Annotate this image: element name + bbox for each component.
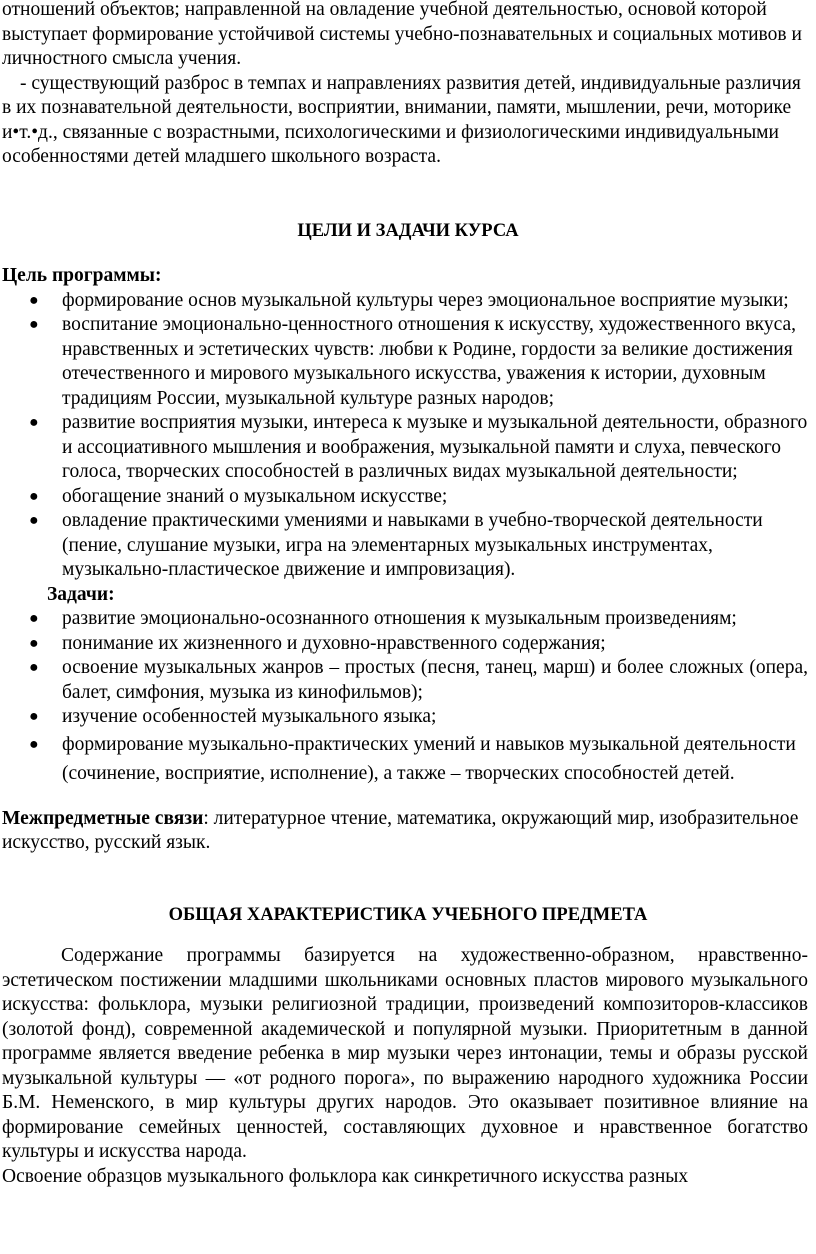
bullet-icon: ●: [29, 487, 39, 505]
interdisciplinary-label: Межпредметные связи: [2, 807, 204, 829]
bullet-icon: ●: [29, 735, 39, 753]
interdisciplinary-text: : литературное чтение, математика, окружающий мир, изобразительное искусство, русский язык.: [2, 807, 799, 853]
section-heading-characteristics: ОБЩАЯ ХАРАКТЕРИСТИКА УЧЕБНОГО ПРЕДМЕТА: [168, 904, 648, 925]
task-text: изучение особенностей музыкального языка;: [62, 706, 437, 727]
interdisciplinary-links: [2, 807, 814, 856]
list-item: [2, 411, 814, 485]
tasks-label: Задачи:: [47, 583, 115, 605]
bullet-icon: ●: [29, 634, 39, 652]
intro-paragraph-2: - существующий разброс в темпах и направлениях развития детей, индивидуальные различия в их познавательной деятельности, восприятии, внимании, памяти, мышлении, речи, моторике и•т.•д., связанные с возрастными, психологическими и физиологическими индивидуальными особенностями детей младшего школьного возраста.: [2, 72, 801, 167]
bullet-icon: ●: [29, 414, 39, 431]
goal-text: развитие восприятия музыки, интереса к музыке и музыкальной деятельности, образного и ассоциативного мышления и воображения, музыкальной памяти и слуха, певческого голоса, творческих способностей в различных видах музыкальной деятельности;: [62, 412, 808, 482]
goal-text: овладение практическими умениями и навыками в учебно-творческой деятельности (пение, слушание музыки, игра на элементарных музыкальных инструментах, музыкально-пластическое движение и импровизация).: [62, 510, 763, 580]
bullet-icon: ●: [29, 708, 39, 725]
bullet-icon: ●: [29, 291, 39, 309]
section-heading-goals: ЦЕЛИ И ЗАДАЧИ КУРСА: [297, 220, 519, 241]
intro-paragraph-1: отношений объектов; направленной на овладение учебной деятельностью, основой которой выступает формирование устойчивой системы учебно-познавательных и социальных мотивов и личностного смысла учения.: [2, 0, 802, 69]
list-item: [2, 509, 814, 583]
list-item: [2, 632, 814, 657]
list-item: [2, 607, 814, 632]
bullet-icon: ●: [29, 610, 39, 627]
goal-text: обогащение знаний о музыкальном искусстве;: [62, 485, 448, 507]
bullet-icon: ●: [29, 316, 39, 333]
body-paragraph-1: Содержание программы базируется на художественно-образном, нравственно-эстетическом постижении младшими школьниками основных пластов мирового музыкального искусства: фольклора, музыки религиозной традиции, произведений композиторов-классиков (золотой фонд), современной академической и популярной музыки. Приоритетным в данной программе является введение ребенка в мир музыки через интонации, темы и образы русской музыкальной культуры — «от родного порога», по выражению народного художника России Б.М. Неменского, в мир культуры других народов. Это оказывает позитивное влияние на формирование семейных ценностей, составляющих духовное и нравственное богатство культуры и искусства народа.: [2, 945, 808, 1162]
bullet-icon: ●: [29, 659, 39, 676]
task-text: формирование музыкально-практических умений и навыков музыкальной деятельности (сочинение, восприятие, исполнение), а также – творческих способностей детей.: [62, 733, 796, 784]
list-item: [2, 313, 814, 411]
goals-list: [2, 289, 814, 583]
goal-text: формирование основ музыкальной культуры через эмоциональное восприятие музыки;: [62, 289, 789, 311]
tasks-list: [2, 607, 814, 788]
list-item: [2, 656, 814, 705]
goal-text: воспитание эмоционально-ценностного отношения к искусству, художественного вкуса, нравственных и эстетических чувств: любви к Родине, гордости за великие достижения отечественного и мирового музыкального искусства, уважения к истории, духовным традициям России, музыкальной культуре разных народов;: [62, 314, 797, 409]
goal-label: Цель программы:: [2, 265, 162, 286]
task-text: освоение музыкальных жанров – простых (песня, танец, марш) и более сложных (опера, балет, симфония, музыка из кинофильмов);: [62, 657, 808, 703]
task-text: развитие эмоционально-осознанного отношения к музыкальным произведениям;: [62, 608, 737, 629]
list-item: [2, 730, 814, 788]
list-item: [2, 289, 814, 314]
task-text: понимание их жизненного и духовно-нравственного содержания;: [62, 632, 606, 654]
list-item: [2, 705, 814, 730]
bullet-icon: ●: [29, 512, 39, 529]
list-item: [2, 485, 814, 510]
body-paragraph-2: Освоение образцов музыкального фольклора как синкретичного искусства разных: [2, 1165, 689, 1187]
